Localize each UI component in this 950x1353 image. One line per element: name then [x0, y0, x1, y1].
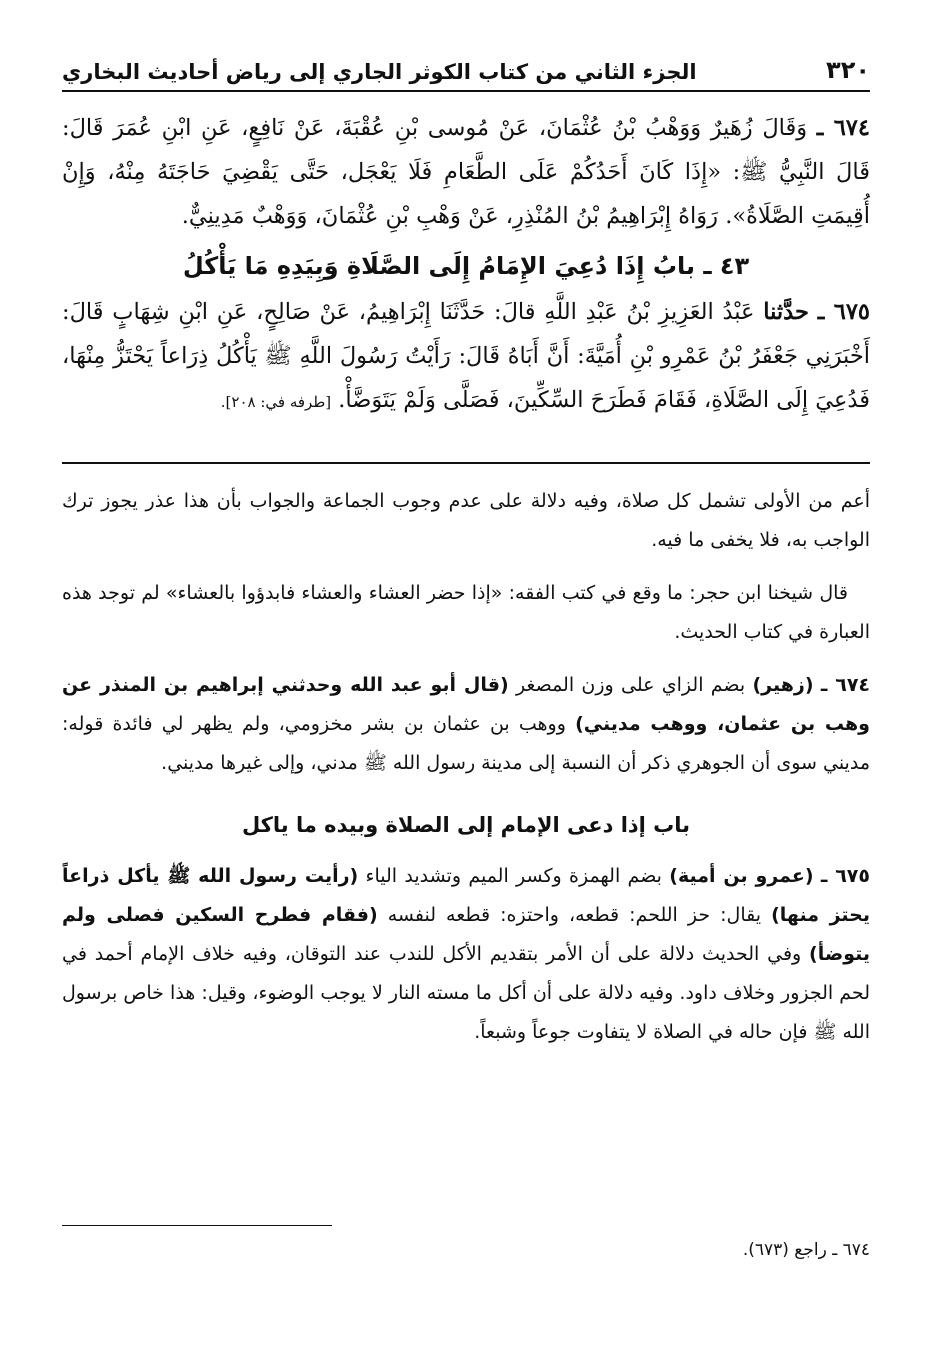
page-number: ٣٢٠	[826, 56, 870, 84]
hadith-675-lead: حدَّثنا	[763, 299, 809, 325]
commentary-675-text-3: وفي الحديث دلالة على أن الأمر بتقديم الأكل للندب عند التوقان، وفيه خلاف الإمام أحمد في لحم الجزور وخلاف داود. وفيه دلالة على أن أكل ما مسته النار لا يوجب الوضوء، وقيل: هذا خاص برسول الله ﷺ فإن حاله في الصلاة لا يتفاوت جوعاً وشبعاً.	[62, 943, 870, 1043]
page-header	[62, 40, 870, 92]
commentary-675	[62, 857, 870, 1052]
commentary-675-bold-2: (رأيت رسول الله ﷺ يأكل ذراعاً يحتز منها)	[62, 865, 871, 926]
commentary-675-bold-1: (عمرو بن أمية)	[669, 865, 814, 887]
hadith-674-number: ٦٧٤ ـ	[816, 115, 870, 141]
hadith-675-cross-reference: [طرفه في: ٢٠٨].	[220, 393, 332, 411]
commentary-675-bold-3: (فقام فطرح السكين فصلى ولم يتوضأ)	[62, 904, 870, 965]
commentary-674	[62, 666, 870, 783]
chapter-43-heading: ٤٣ ـ بابُ إِذَا دُعِيَ الإِمَامُ إِلَى الصَّلَاةِ وَبِيَدِهِ مَا يَأْكُلُ	[182, 252, 750, 280]
commentary-divider	[62, 462, 870, 464]
hadith-674-text: وَقَالَ زُهَيرٌ وَوَهْبُ بْنُ عُثْمَانَ، عَنْ مُوسى بْنِ عُقْبَةَ، عَنْ نَافِعٍ، عَنِ ابْنِ عُمَرَ قَالَ: قَالَ النَّبِيُّ ﷺ: «إِذَا كَانَ أَحَدُكُمْ عَلَى الطَّعَامِ فَلَا يَعْجَل، حَتَّى يَقْضِيَ حَاجَتَهُ مِنْهُ، وَإِنْ أُقِيمَتِ الصَّلَاةُ». رَوَاهُ إِبْرَاهِيمُ بْنُ المُنْذِرِ، عَنْ وَهْبِ بْنِ عُثْمَانَ، وَوَهْبٌ مَدِينِيٌّ.	[62, 115, 870, 229]
commentary-paragraph-1: أعم من الأولى تشمل كل صلاة، وفيه دلالة على عدم وجوب الجماعة والجواب بأن هذا عذر يجوز ترك الواجب به، فلا يخفى ما فيه.	[62, 490, 870, 551]
commentary-674-text-2: ووهب بن عثمان بن بشر مخزومي، ولم يظهر لي فائدة قوله: مديني سوى أن الجوهري ذكر أن النسبة إلى مدينة رسول الله ﷺ مدني، وإلى غيرها مديني.	[62, 713, 870, 774]
commentary-paragraph-2-text: قال شيخنا ابن حجر: ما وقع في كتب الفقه: «إذا حضر العشاء والعشاء فابدؤوا بالعشاء» لم توجد هذه العبارة في كتاب الحديث.	[62, 582, 870, 643]
commentary-674-bold-2: (قال أبو عبد الله وحدثني إبراهيم بن المنذر عن وهب بن عثمان، ووهب مديني)	[62, 674, 870, 735]
book-page	[62, 40, 870, 1320]
hadith-675	[62, 290, 870, 424]
running-title: الجزء الثاني من كتاب الكوثر الجاري إلى رياض أحاديث البخاري	[62, 60, 697, 84]
commentary-674-bold-1: (زهير)	[752, 674, 814, 696]
footnote-rule	[62, 1225, 332, 1226]
commentary-paragraph-2	[62, 574, 870, 652]
commentary-chapter-heading: باب إذا دعى الإمام إلى الصلاة وبيده ما ياكل	[241, 813, 691, 837]
commentary-675-text-1: بضم الهمزة وكسر الميم وتشديد الياء	[358, 865, 670, 887]
commentary-675-number: ٦٧٥ ـ	[820, 865, 870, 887]
commentary-674-number: ٦٧٤ ـ	[820, 674, 871, 696]
hadith-675-number: ٦٧٥ ـ	[817, 299, 870, 325]
commentary-675-text-2: يقال: حز اللحم: قطعه، واحتزه: قطعه لنفسه	[377, 904, 772, 926]
footnote: ٦٧٤ ـ راجع (٦٧٣).	[742, 1240, 870, 1260]
hadith-675-text: عَبْدُ العَزِيزِ بْنُ عَبْدِ اللَّهِ قالَ: حَدَّثَنَا إِبْرَاهِيمُ، عَنْ صَالِحٍ، عَنِ ابْنِ شِهَابٍ قَالَ: أَخْبَرَنِي جَعْفَرُ بْنُ عَمْرِو بْنِ أُمَيَّةَ: أَنَّ أَبَاهُ قَالَ: رَأَيْتُ رَسُولَ اللَّهِ ﷺ يَأْكُلُ ذِرَاعاً يَحْتَزُّ مِنْهَا، فَدُعِيَ إِلَى الصَّلَاةِ، فَقَامَ فَطَرَحَ السِّكِّينَ، فَصَلَّى وَلَمْ يَتَوَضَّأْ.	[62, 299, 870, 413]
hadith-674	[62, 106, 870, 238]
commentary-674-text-1: بضم الزاي على وزن المصغر	[508, 674, 753, 696]
